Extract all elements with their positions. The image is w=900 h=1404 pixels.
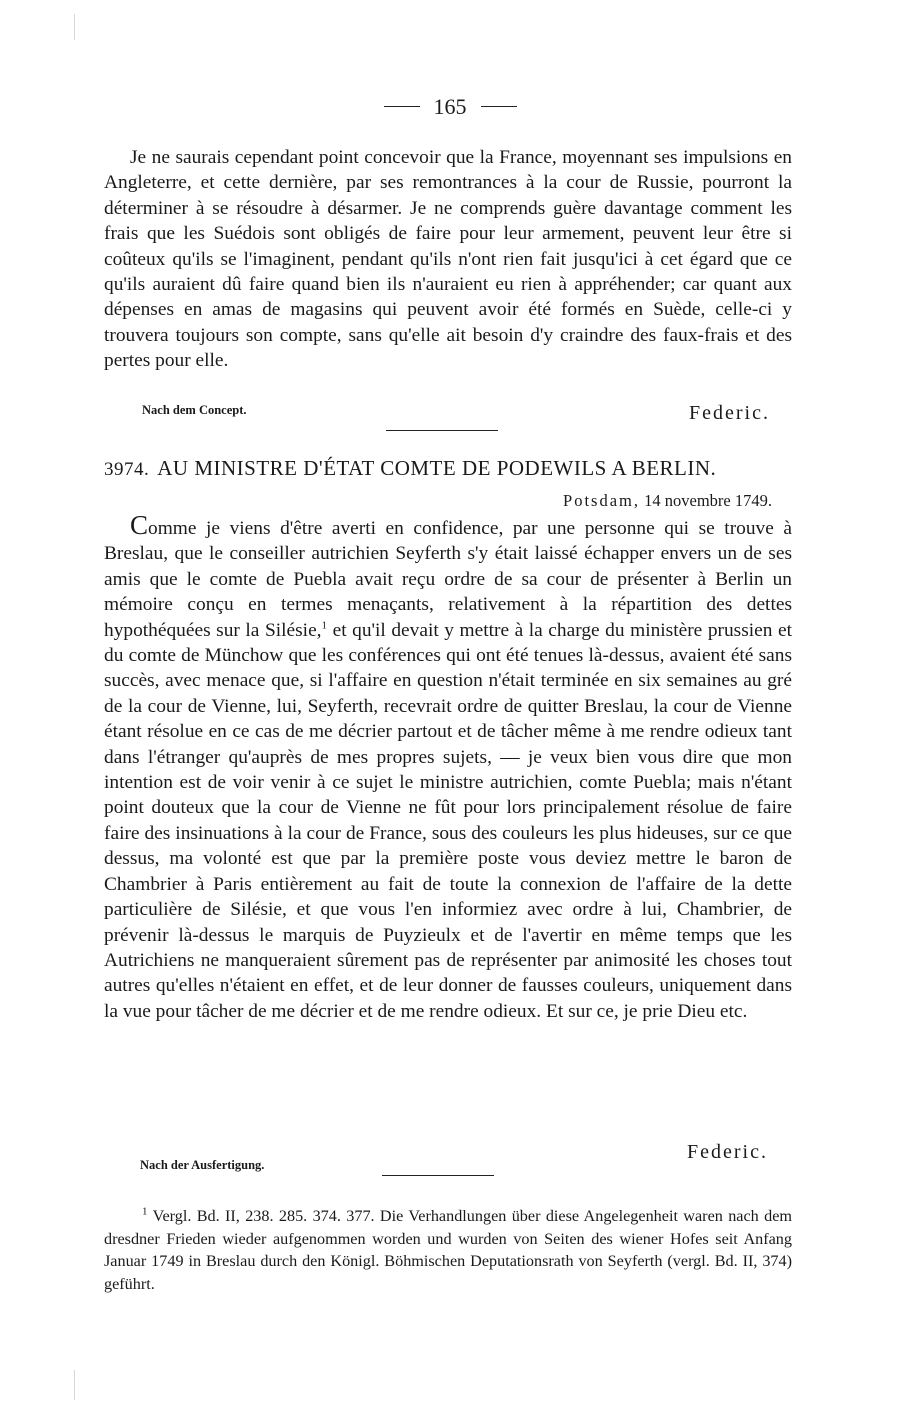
footnote <box>104 1205 792 1295</box>
letter-body <box>104 510 792 1024</box>
letter-text: et qu'il devait y mettre à la charge du ministère prussien et du comte de Münchow que les conférences qui ont été tenues là-dessus, avaient été sans succès, avec menace que, si l'affaire en question n'était terminée en six semaines au gré de la cour de Vienne, lui, Seyferth, recevrait ordre de quitter Breslau, la cour de Vienne étant résolue en ce cas de me décrier partout et de tâcher même à me rendre odieux tant dans l'étranger qu'auprès de mes propres sujets, — je veux bien vous dire que mon intention est de voir venir à ce sujet le ministre autrichien, comte Puebla; mais n'étant point douteux que la cour de Vienne ne fût pour lors principalement résolue de faire faire des insinuations à la cour de France, sous des couleurs les plus hideuses, sur ce que dessus, ma volonté est que par la première poste vous deviez mettre le baron de Chambrier à Paris entièrement au fait de toute la connexion de l'affaire de la dette particulière de Silésie, et que vous l'en informiez avec ordre à lui, Chambrier, de prévenir là-dessus le marquis de Puyzieulx et de l'avertir en même temps que les Autrichiens ne manqueraient sûrement pas de représenter par animosité les choses tout autres qu'elles n'étaient en effet, et de leur donner de fausses couleurs, uniquement dans la vue pour tâcher de me décrier et de me rendre odieux. Et sur ce, je prie Dieu etc. <box>104 619 792 1022</box>
dateline-date: 14 novembre 1749. <box>644 491 772 510</box>
signature: Federic. <box>687 1141 768 1163</box>
document-heading <box>104 456 804 481</box>
page-number: 165 <box>433 94 467 119</box>
margin-scan-mark <box>74 1370 75 1400</box>
letter-paragraph: Je ne saurais cependant point concevoir que la France, moyennant ses impulsions en Angleterre, et cette dernière, par ses remontrances à la cour de Russie, pourront la déterminer à se résoudre à désarmer. Je ne comprends guère davantage comment les frais que les Suédois sont obligés de faire pour leur armement, peuvent leur être si coûteux qu'ils se l'imaginent, pendant qu'ils n'ont rien fait jusqu'ici à cet égard que ce qu'ils auraient dû faire quand bien ils n'auraient eu rien à appréhender; car quant aux dépenses en amas de magasins qui peuvent avoir été formés en Suède, celle-ci y trouvera toujours son compte, sans qu'elle ait besoin d'y craindre des faux-frais et des pertes pour elle. <box>104 147 792 372</box>
document-title: AU MINISTRE D'ÉTAT COMTE DE PODEWILS A BERLIN. <box>157 456 717 480</box>
separator-rule <box>382 1175 494 1176</box>
footnote-marker: 1 <box>142 1205 148 1218</box>
dateline-place: Potsdam, <box>563 491 641 510</box>
header-dash <box>384 106 420 107</box>
letter-text: omme je viens d'être averti en confidence, par une personne qui se trouve à Breslau, que le conseiller autrichien Seyferth s'y était laissé échapper envers un de ses amis que le comte de Puebla avait reçu ordre de sa cour de présenter à Berlin un mémoire conçu en termes menaçants, relativement à la répartition des dettes hypothéquées sur la Silésie, <box>104 518 792 641</box>
signature: Federic. <box>689 402 770 424</box>
margin-scan-mark <box>74 14 75 40</box>
drop-initial: C <box>130 510 149 540</box>
page-header <box>0 94 900 120</box>
document-number: 3974. <box>104 459 150 480</box>
footnote-ref: 1 <box>321 619 328 632</box>
header-dash <box>481 106 517 107</box>
separator-rule <box>386 430 498 431</box>
source-note: Nach dem Concept. <box>142 403 247 417</box>
dateline <box>563 491 772 511</box>
source-note: Nach der Ausfertigung. <box>140 1158 265 1172</box>
footnote-text: Vergl. Bd. II, 238. 285. 374. 377. Die Verhandlungen über diese Angelegenheit waren nach dem dresdner Frieden wieder aufgenommen worden und wurden von Seiten des wiener Hofes seit Anfang Januar 1749 in Breslau durch den Königl. Böhmischen Deputationsrath von Seyferth (vergl. Bd. II, 374) geführt. <box>104 1207 792 1293</box>
